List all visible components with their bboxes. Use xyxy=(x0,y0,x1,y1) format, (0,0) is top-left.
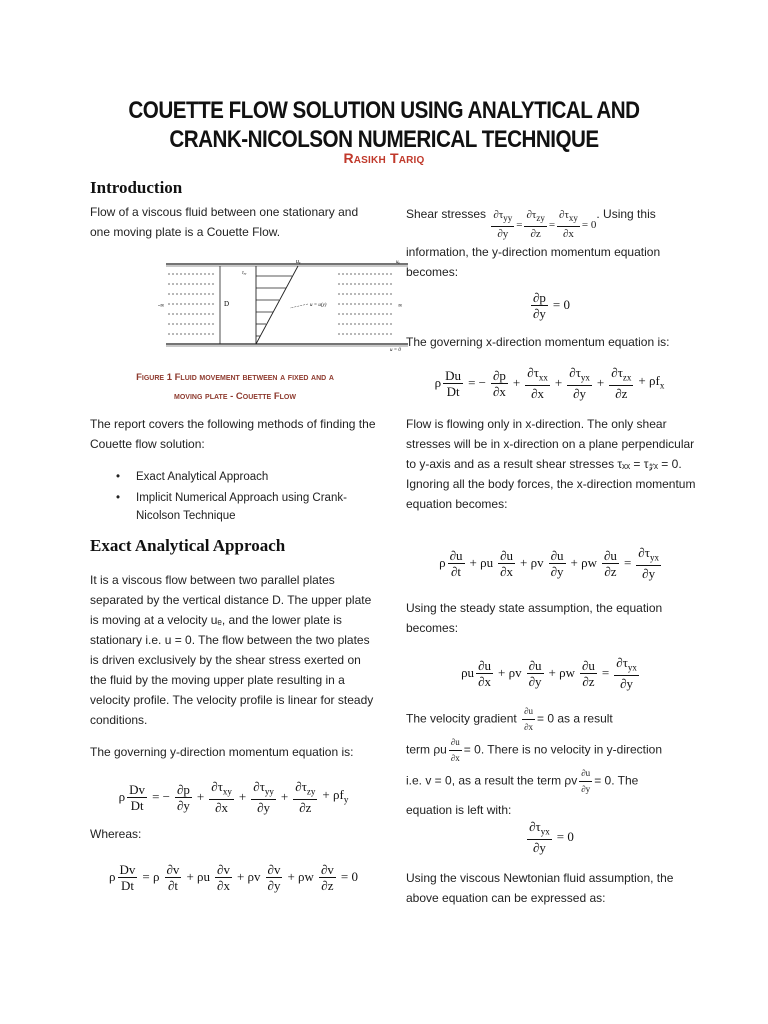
figure-label-ue: uₑ xyxy=(296,259,301,265)
intro-paragraph: Flow of a viscous fluid between one stationary and one moving plate is a Couette Flow. xyxy=(90,205,359,239)
paper-title: COUETTE FLOW SOLUTION USING ANALYTICAL AND CRANK-NICOLSON NUMERICAL TECHNIQUE xyxy=(128,97,640,153)
inflow-arrows xyxy=(168,274,214,334)
steady-state-paragraph: Using the steady state assumption, the equation becomes: xyxy=(406,601,663,635)
figure-label-right-ue: uₑ xyxy=(396,260,400,265)
caption-line-1: Figure 1 Fluid movement between a fixed and a xyxy=(136,372,334,383)
whereas-text: Whereas: xyxy=(90,827,142,841)
figure-label-minus-inf: -∞ xyxy=(158,303,165,309)
figure-label-d: D xyxy=(224,300,230,308)
flow-direction-paragraph: Flow is flowing only in x-direction. The only shear stresses will be in x-direction on a plane perpendicular to y-axis and as a result shear stresses τₓₓ = τ𝓏ₓ = 0. Ignoring all the body forces, the x-direction momentum equation becomes: xyxy=(406,417,696,511)
velocity-profile-line xyxy=(256,266,298,344)
list-item: • Exact Analytical Approach xyxy=(116,471,269,483)
equation-x-momentum: ρ $\frac{Du}{Dt}$ = − $\frac{\partial p}{\partial x}$ + $\partial\tau_{xx}$ ∂x + $\partial\tau_{yx}$ ∂y + $\partial\tau_{zx}$ ∂z + $\rho f_x$ xyxy=(434,364,665,402)
report-paragraph: The report covers the following methods of finding the Couette flow solution: xyxy=(90,417,376,451)
gov-x-paragraph: The governing x-direction momentum equation is: xyxy=(406,335,670,349)
velocity-gradient-paragraph: The velocity gradient $\frac{\partial u}{\partial x}$ = 0 as a result term ρu $\frac{\partial u}{\partial x}$ = 0. There is no velocity in y-direction i.e. v = 0, as a result the term ρv $\frac{\partial u}{\partial y}$ = 0. The equation is left with: xyxy=(406,706,663,817)
equation-x-momentum-reduced: ρ ∂u ∂t + ρu ∂u ∂x + ρv ∂u ∂y + ρw $\frac{\partial u}{\partial z}$ = $\partial\tau_{yx}$ ∂y xyxy=(439,544,659,582)
shear-stress-paragraph: Shear stresses $\partial\tau_{yy}$ ∂y = $\partial\tau_{zy}$ ∂z = $\partial\tau_{xy}$ ∂x = 0. Using this information, the y-direction momentum equation becomes: xyxy=(406,207,661,280)
figure-label-u0: u = 0 xyxy=(390,348,401,352)
caption-line-2: moving plate - Couette Flow xyxy=(174,391,296,402)
analytical-heading: Exact Analytical Approach xyxy=(90,536,286,555)
equation-y-material-derivative: ρ $\frac{Dv}{Dt}$ = ρ ∂v ∂t + ρu ∂v ∂x + ρv ∂v ∂y + ρw $\frac{\partial v}{\partial z}$ = 0 xyxy=(109,861,358,893)
outflow-arrows xyxy=(338,274,394,334)
author-name: Rasikh Tariq xyxy=(343,150,425,166)
equation-shear-gradient-zero: $\partial\tau_{yx}$ ∂y = 0 xyxy=(529,818,574,856)
figure-label-tau: τₓᵧ xyxy=(242,271,247,276)
profile-arrows xyxy=(256,276,292,336)
methods-list xyxy=(90,468,380,528)
equation-y-momentum: ρ $\frac{Dv}{Dt}$ = − $\frac{\partial p}{\partial y}$ + $\partial\tau_{xy}$ ∂x + $\partial\tau_{yy}$ ∂y + $\partial\tau_{zy}$ ∂z + $\rho f_y$ xyxy=(118,778,349,816)
equation-steady-state: ρu ∂u ∂x + ρv ∂u ∂y + ρw $\frac{\partial u}{\partial z}$ = $\partial\tau_{yx}$ ∂y xyxy=(461,654,637,692)
figure-label-plus-inf: ∞ xyxy=(398,303,403,309)
figure-label-profile: u = u(y) xyxy=(310,303,327,308)
figure-caption xyxy=(90,368,380,406)
equation-dp-dy: $\frac{\partial p}{\partial y}$ = 0 xyxy=(532,289,571,321)
newtonian-paragraph: Using the viscous Newtonian fluid assumption, the above equation can be expressed as: xyxy=(406,871,674,905)
intro-heading: Introduction xyxy=(90,178,183,197)
gov-y-paragraph: The governing y-direction momentum equation is: xyxy=(90,745,354,759)
list-item: • Implicit Numerical Approach using Crank-Nicolson Technique xyxy=(116,492,347,522)
analytical-paragraph: It is a viscous flow between two parallel plates separated by the vertical distance D. The upper plate is moving at a velocity uₑ, and the lower plate is stationary i.e. u = 0. The flow between the two plates is driven exclusively by the shear stress exerted on the fluid by the moving upper plate resulting in a velocity profile. The velocity profile is linear for steady conditions. xyxy=(90,573,374,727)
